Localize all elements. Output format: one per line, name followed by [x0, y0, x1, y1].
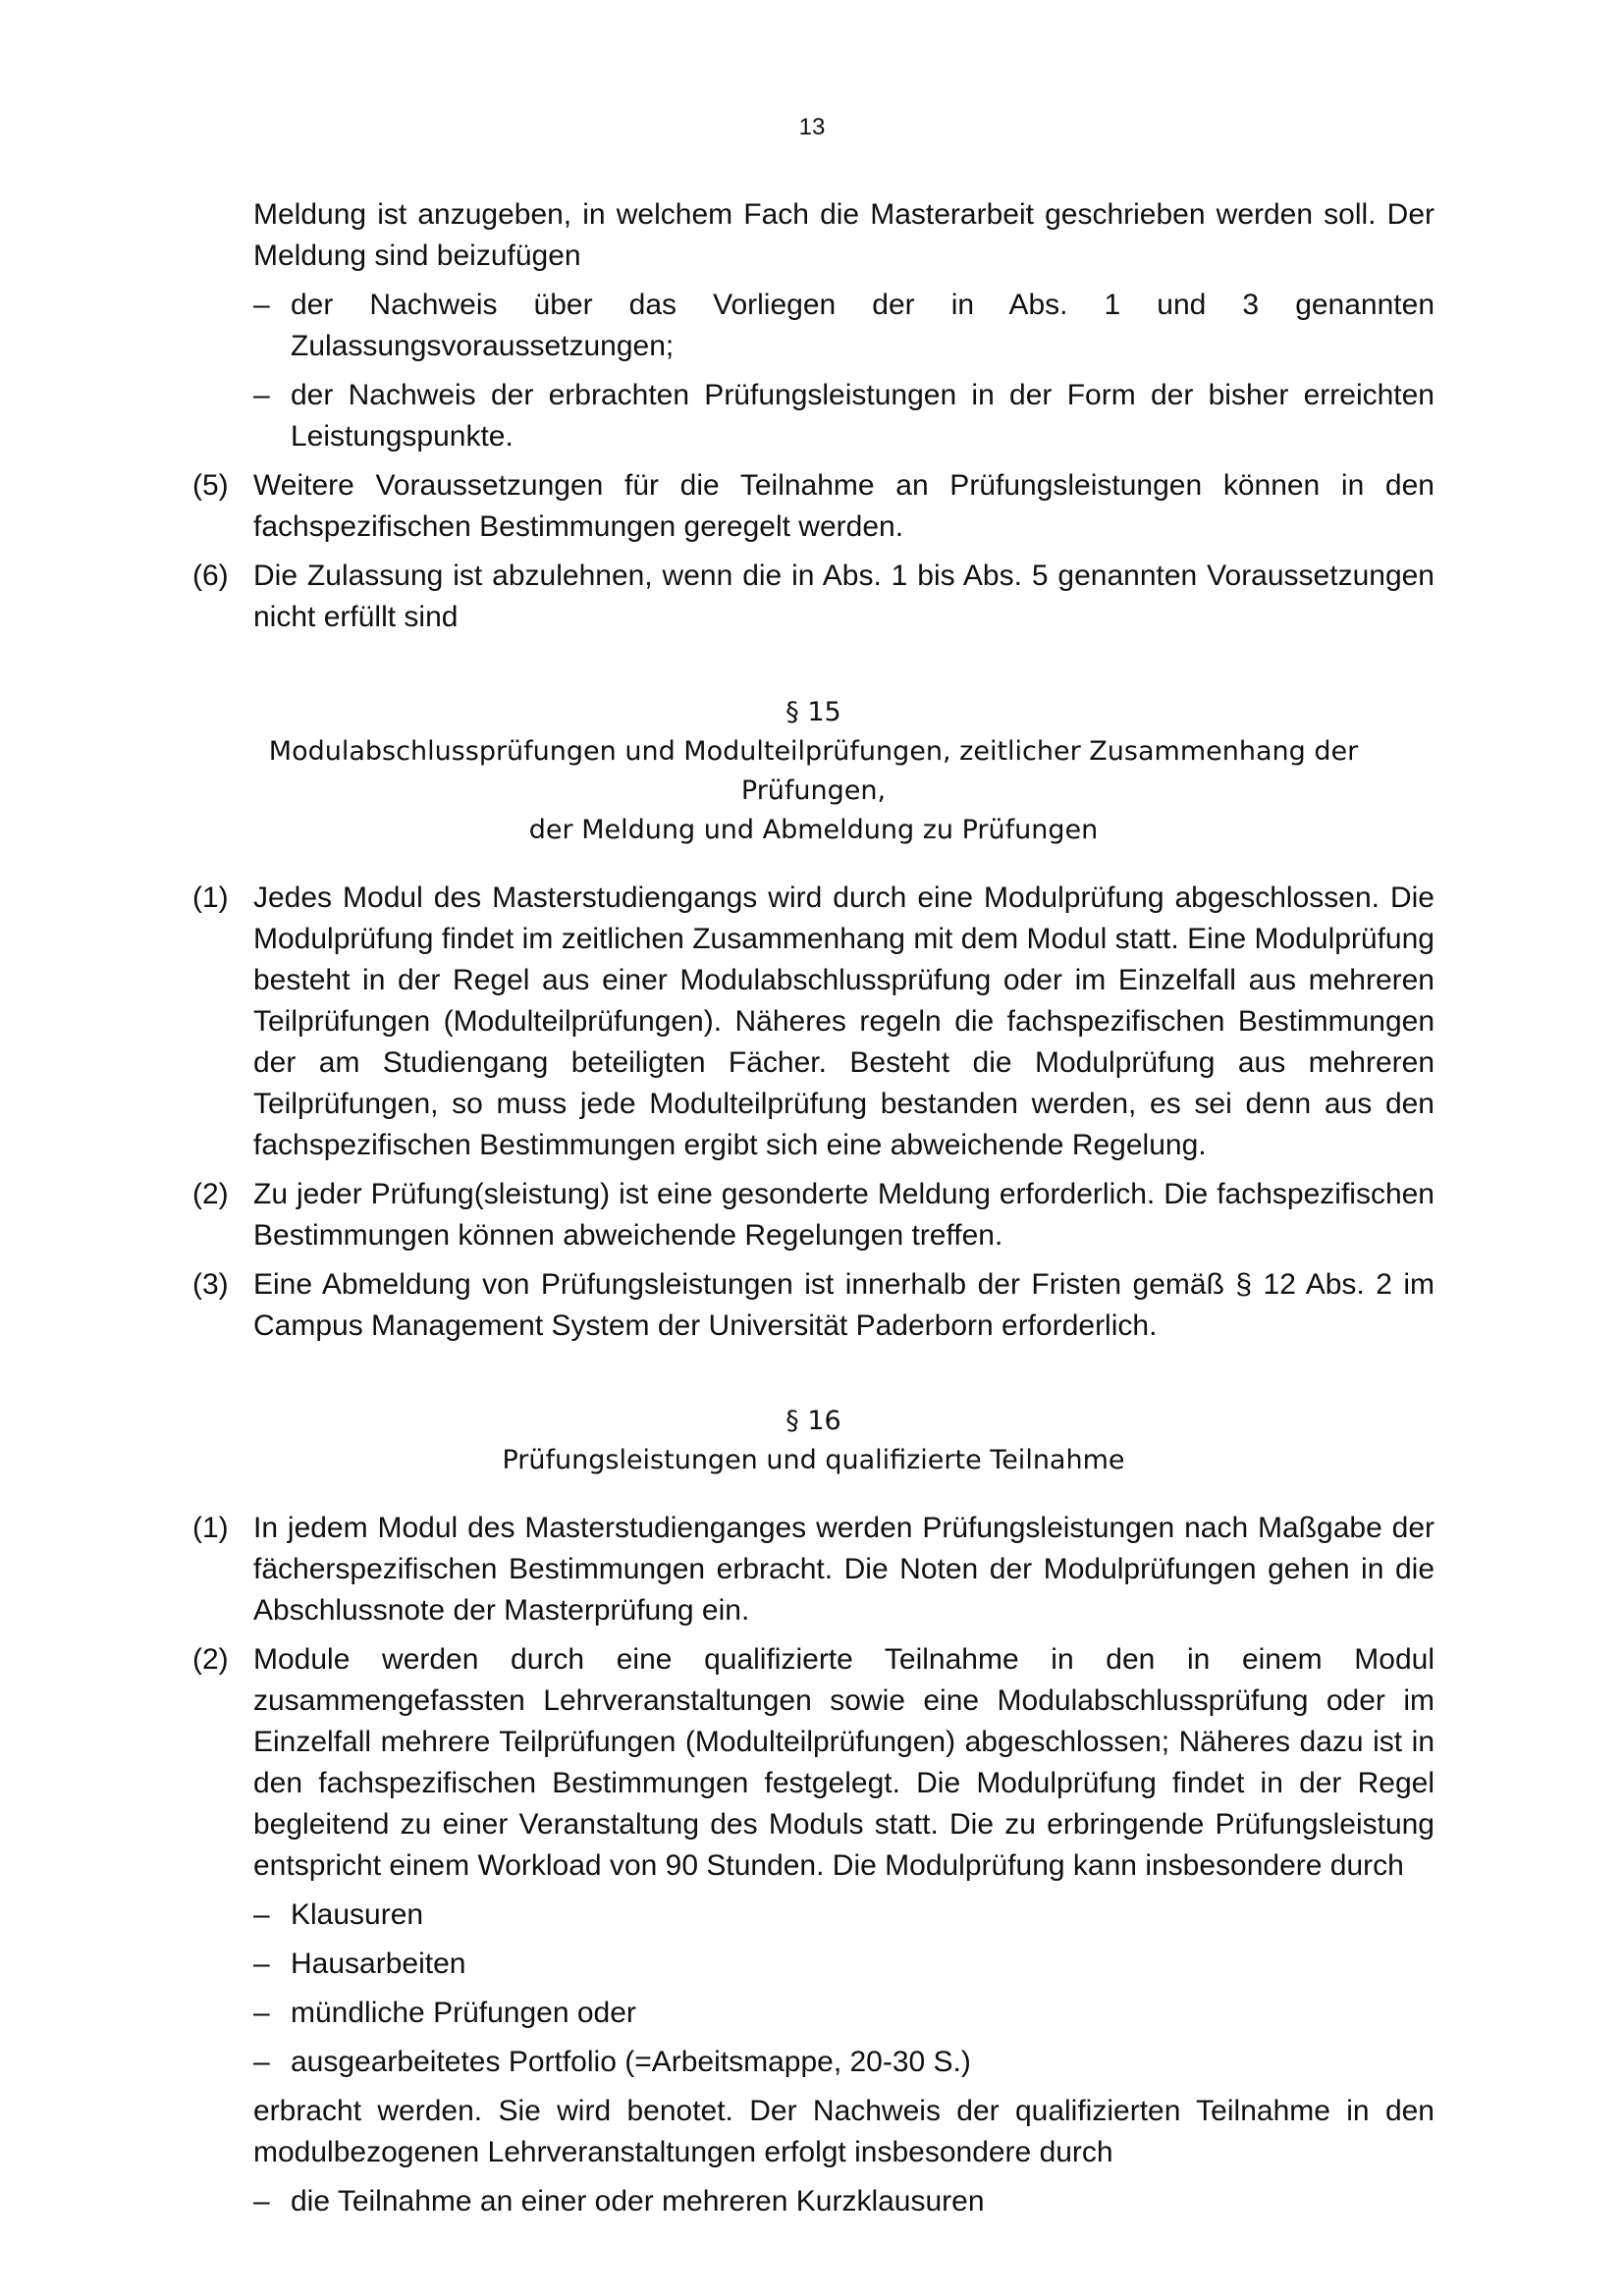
numbered-paragraph: [192, 1639, 1435, 1887]
paragraph-text: Eine Abmeldung von Prüfungsleistungen ist innerhalb der Fristen gemäß § 12 Abs. 2 im Campus Management System der Universität Paderborn erforderlich.: [253, 1268, 1435, 1342]
paragraph-text: Jedes Modul des Masterstudiengangs wird durch eine Modulprüfung abgeschlossen. Die Modulprüfung findet im zeitlichen Zusammenhang mit dem Modul statt. Eine Modulprüfung besteht in der Regel aus einer Modulabschlussprüfung oder im Einzelfall aus mehreren Teilprüfungen (Modulteilprüfungen). Näheres regeln die fachspezifischen Bestimmungen der am Studiengang beteiligten Fächer. Besteht die Modulprüfung aus mehreren Teilprüfungen, so muss jede Modulteilprüfung bestanden werden, es sei denn aus den fachspezifischen Bestimmungen ergibt sich eine abweichende Regelung.: [253, 881, 1435, 1161]
list-item-text: mündliche Prüfungen oder: [291, 1997, 636, 2029]
numbered-paragraph: [192, 556, 1435, 638]
dash-bullet: –: [253, 2185, 270, 2217]
exam-forms-list: [192, 1895, 1435, 2083]
section-title: Modulabschlussprüfungen und Modulteilprüfungen, zeitlicher Zusammenhang der Prüfungen,: [268, 736, 1359, 806]
document-body: [192, 194, 1435, 2230]
paragraph-number: (2): [192, 1178, 229, 1210]
intro-paragraph: Meldung ist anzugeben, in welchem Fach die Masterarbeit geschrieben werden soll. Der Meldung sind beizufügen: [253, 198, 1435, 272]
paragraph-number: (1): [192, 881, 229, 914]
section-number: § 15: [785, 697, 841, 727]
paragraph-text: Weitere Voraussetzungen für die Teilnahme an Prüfungsleistungen können in den fachspezifischen Bestimmungen geregelt werden.: [253, 469, 1435, 543]
section-title: Prüfungsleistungen und qualifizierte Teilnahme: [502, 1445, 1125, 1475]
paragraph-text: Zu jeder Prüfung(sleistung) ist eine gesonderte Meldung erforderlich. Die fachspezifischen Bestimmungen können abweichende Regelungen treffen.: [253, 1178, 1435, 1252]
participation-forms-list: [192, 2181, 1435, 2222]
paragraph-number: (6): [192, 560, 229, 592]
list-item-text: ausgearbeitetes Portfolio (=Arbeitsmappe, 20-30 S.): [291, 2046, 971, 2078]
list-item: [192, 2181, 1435, 2222]
paragraph-number: (1): [192, 1512, 229, 1544]
dash-bullet: –: [253, 1997, 270, 2029]
numbered-paragraph: [192, 878, 1435, 1166]
continuation-paragraph: erbracht werden. Sie wird benotet. Der Nachweis der qualifizierten Teilnahme in den modulbezogenen Lehrveranstaltungen erfolgt insbesondere durch: [253, 2095, 1435, 2168]
paragraph-number: (2): [192, 1643, 229, 1676]
list-item: [192, 375, 1435, 457]
section-title-continued: der Meldung und Abmeldung zu Prüfungen: [528, 815, 1099, 845]
paragraph-number: (5): [192, 469, 229, 502]
paragraph-text: Die Zulassung ist abzulehnen, wenn die in Abs. 1 bis Abs. 5 genannten Voraussetzungen nicht erfüllt sind: [253, 560, 1435, 633]
list-item: [192, 1895, 1435, 1936]
dash-bullet: –: [253, 1898, 270, 1931]
list-item: [192, 285, 1435, 367]
list-item-text: der Nachweis der erbrachten Prüfungsleistungen in der Form der bisher erreichten Leistungspunkte.: [291, 379, 1435, 453]
numbered-paragraph: [192, 1508, 1435, 1631]
paragraph-number: (3): [192, 1268, 229, 1301]
page-number: 13: [798, 114, 826, 140]
list-item: [192, 1993, 1435, 2034]
dash-bullet: –: [253, 289, 270, 321]
list-item-text: Hausarbeiten: [291, 1948, 466, 1980]
dash-bullet: –: [253, 2046, 270, 2078]
dash-bullet: –: [253, 379, 270, 411]
numbered-paragraph: [192, 465, 1435, 548]
numbered-paragraph: [192, 1174, 1435, 1256]
requirements-list: [192, 285, 1435, 457]
section-number: § 16: [785, 1406, 841, 1436]
dash-bullet: –: [253, 1948, 270, 1980]
list-item: [192, 1944, 1435, 1985]
list-item: [192, 2042, 1435, 2083]
list-item-text: die Teilnahme an einer oder mehreren Kurzklausuren: [291, 2185, 985, 2217]
paragraph-text: Module werden durch eine qualifizierte Teilnahme in den in einem Modul zusammengefassten Lehrveranstaltungen sowie eine Modulabschlussprüfung oder im Einzelfall mehrere Teilprüfungen (Modulteilprüfungen) abgeschlossen; Näheres dazu ist in den fachspezifischen Bestimmungen festgelegt. Die Modulprüfung findet in der Regel begleitend zu einer Veranstaltung des Moduls statt. Die zu erbringende Prüfungsleistung entspricht einem Workload von 90 Stunden. Die Modulprüfung kann insbesondere durch: [253, 1643, 1435, 1882]
paragraph-text: In jedem Modul des Masterstudienganges werden Prüfungsleistungen nach Maßgabe der fächerspezifischen Bestimmungen erbracht. Die Noten der Modulprüfungen gehen in die Abschlussnote der Masterprüfung ein.: [253, 1512, 1435, 1627]
numbered-paragraph: [192, 1264, 1435, 1347]
list-item-text: Klausuren: [291, 1898, 424, 1931]
list-item-text: der Nachweis über das Vorliegen der in Abs. 1 und 3 genannten Zulassungsvoraussetzungen;: [291, 289, 1435, 362]
